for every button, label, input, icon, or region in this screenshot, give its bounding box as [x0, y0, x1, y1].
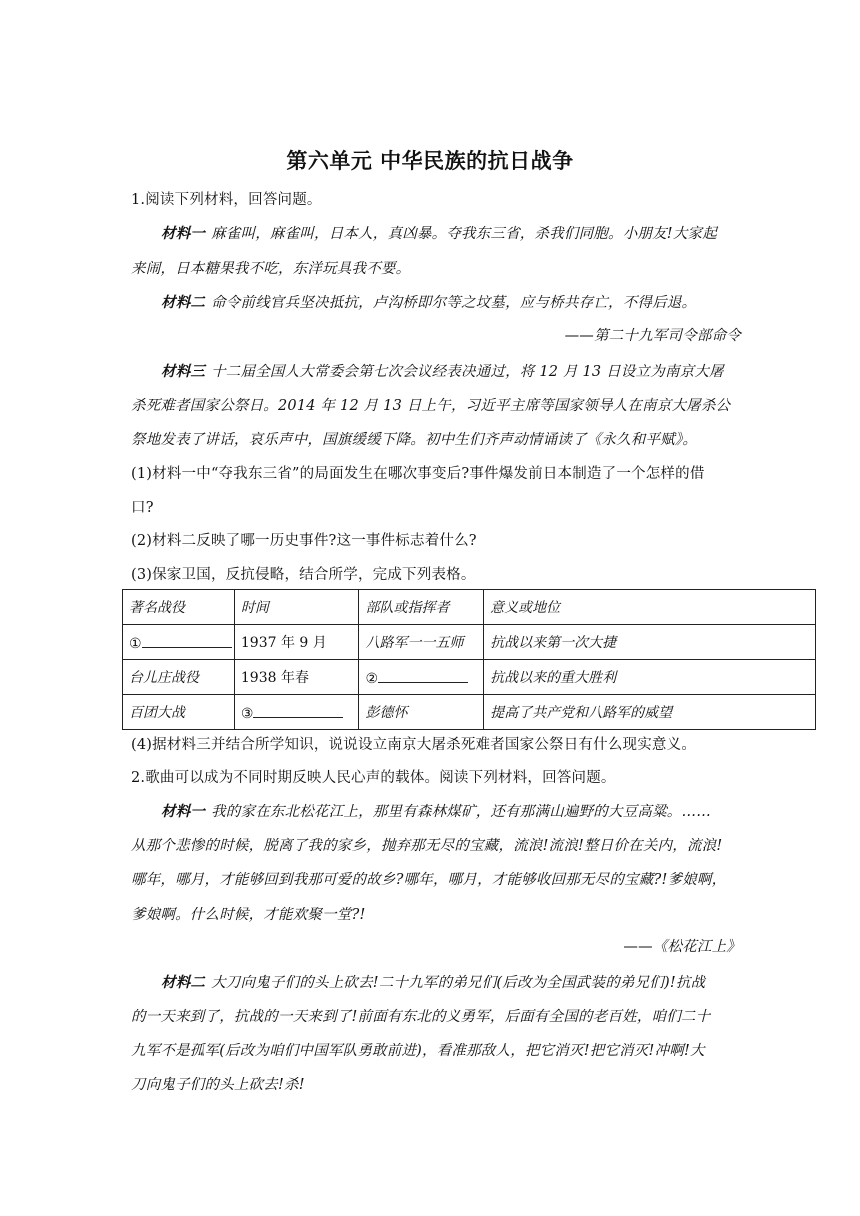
q2-material-1-source: ——《松花江上》	[623, 939, 741, 955]
material-label: 材料一	[161, 225, 206, 242]
material-text: 命令前线官兵坚决抵抗，卢沟桥即尔等之坟墓，应与桥共存亡，不得后退。	[211, 295, 697, 311]
q2-material-1-line-2: 从那个悲惨的时候，脱离了我的家乡，抛弃那无尽的宝藏，流浪!流浪!整日价在关内，流浪!	[131, 838, 723, 854]
q2-material-1-line-1	[161, 802, 731, 822]
table-cell: 抗战以来的重大胜利	[484, 660, 816, 695]
blank-line	[378, 668, 468, 683]
material-label: 材料二	[161, 294, 206, 311]
material-label: 材料三	[161, 363, 206, 380]
material-text: 我的家在东北松花江上，那里有森林煤矿，还有那满山遍野的大豆高粱。……	[211, 804, 711, 820]
blank-line	[253, 703, 343, 718]
table-header-cell: 部队或指挥者	[359, 590, 484, 625]
blank-marker: ③	[240, 705, 254, 722]
q2-material-2-line-2: 的一天来到了，抗战的一天来到了!前面有东北的义勇军，后面有全国的老百姓，咱们二十	[131, 1009, 711, 1025]
table-cell: 百团大战	[123, 695, 235, 730]
q1-material-3-line-2: 杀死难者国家公祭日。2014 年 12 月 13 日上午，习近平主席等国家领导人在南京大屠杀公	[131, 398, 731, 414]
table-header-row	[123, 590, 816, 625]
table-cell: 提高了共产党和八路军的威望	[484, 695, 816, 730]
table-cell: 台儿庄战役	[123, 660, 235, 695]
table-cell: 彭德怀	[359, 695, 484, 730]
material-text: 麻雀叫，麻雀叫，日本人，真凶暴。夺我东三省，杀我们同胞。小朋友!大家起	[211, 226, 717, 242]
table-cell: 八路军一一五师	[359, 625, 484, 660]
q1-subquestion-1-line-1: (1)材料一中“夺我东三省”的局面发生在哪次事变后?事件爆发前日本制造了一个怎样的借	[131, 466, 705, 482]
blank-marker: ①	[129, 635, 142, 652]
table-cell: 1938 年春	[234, 660, 359, 695]
table-row	[123, 625, 816, 660]
q2-material-1-line-3: 哪年，哪月，才能够回到我那可爱的故乡?哪年，哪月，才能够收回那无尽的宝藏?!爹娘啊，	[131, 872, 727, 888]
q1-subquestion-4: (4)据材料三并结合所学知识，说说设立南京大屠杀死难者国家公祭日有什么现实意义。	[131, 737, 697, 753]
q1-material-3-line-3: 祭地发表了讲话，哀乐声中，国旗缓缓下降。初中生们齐声动情诵读了《永久和平赋》。	[131, 432, 698, 448]
q1-subquestion-2: (2)材料二反映了哪一历史事件?这一事件标志着什么?	[131, 533, 477, 549]
q2-material-1-line-4: 爹娘啊。什么时候，才能欢聚一堂?!	[131, 907, 366, 923]
q1-material-1-line-2: 来闹，日本糖果我不吃，东洋玩具我不要。	[131, 261, 411, 277]
q1-material-2	[161, 293, 731, 313]
table-row	[123, 695, 816, 730]
table-row	[123, 660, 816, 695]
blank-line	[142, 633, 232, 648]
q1-material-3-line-1	[161, 362, 731, 382]
table-header-cell: 时间	[234, 590, 359, 625]
q1-subquestion-3: (3)保家卫国，反抗侵略，结合所学，完成下列表格。	[131, 567, 476, 583]
table-cell: 抗战以来第一次大捷	[484, 625, 816, 660]
q2-material-2-line-4: 刀向鬼子们的头上砍去!杀!	[131, 1077, 305, 1093]
table-cell-blank-2	[359, 660, 484, 695]
table-cell: 1937 年 9 月	[234, 625, 359, 660]
blank-marker: ②	[365, 670, 379, 687]
material-text: 十二届全国人大常委会第七次会议经表决通过，将 12 月 13 日设立为南京大屠	[211, 364, 724, 380]
q2-material-2-line-1	[161, 973, 731, 993]
material-label: 材料一	[161, 803, 206, 820]
q2-material-2-line-3: 九军不是孤军(后改为咱们中国军队勇敢前进)，看准那敌人，把它消灭!把它消灭!冲啊!大	[131, 1043, 705, 1059]
table-header-cell: 意义或地位	[484, 590, 816, 625]
question-1-stem: 1.阅读下列材料，回答问题。	[131, 192, 322, 208]
q1-material-2-source: ——第二十九军司令部命令	[564, 328, 741, 344]
material-text: 大刀向鬼子们的头上砍去!二十九军的弟兄们(后改为全国武装的弟兄们)!抗战	[211, 975, 706, 991]
material-label: 材料二	[161, 974, 206, 991]
table-header-cell: 著名战役	[123, 590, 235, 625]
q1-material-1-line-1	[161, 224, 731, 244]
page-title: 第六单元 中华民族的抗日战争	[286, 149, 574, 173]
question-2-stem: 2.歌曲可以成为不同时期反映人民心声的载体。阅读下列材料，回答问题。	[131, 770, 616, 786]
table-cell-blank-3	[234, 695, 359, 730]
q1-subquestion-1-line-2: 口?	[131, 500, 154, 516]
battle-table	[122, 589, 816, 730]
table-cell-blank-1	[123, 625, 235, 660]
